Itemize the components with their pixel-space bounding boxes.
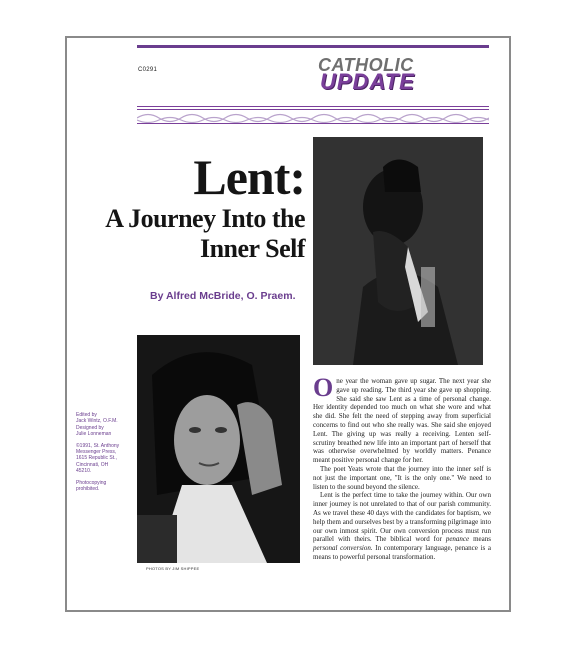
headline — [80, 150, 305, 264]
copyright-line-5: 45210. — [76, 468, 92, 475]
article-paragraph-2: The poet Yeats wrote that the journey into the inner self is not just the important one, "It is the only one." We need to listen to the sound beyond the silence. — [313, 464, 491, 491]
catholic-update-logo — [318, 56, 458, 100]
praying-man-photo — [313, 137, 483, 365]
headline-subtitle-line2: Inner Self — [199, 234, 305, 263]
photo-credit: PHOTOS BY JIM SHIPPEE — [146, 566, 200, 571]
logo-update-text: UPDATE — [320, 69, 415, 94]
copyright-line-4: Cincinnati, OH — [76, 461, 109, 468]
photocopy-line-2: prohibited. — [76, 486, 100, 493]
copyright-line-1: ©1991, St. Anthony — [76, 442, 120, 449]
photocopy-line-1: Photocopying — [76, 479, 107, 486]
top-rule — [137, 45, 489, 48]
editor-name: Jack Wintz, O.F.M. — [76, 418, 118, 425]
headline-title: Lent: — [193, 149, 305, 205]
ornament-band — [137, 105, 489, 125]
drop-cap: O — [313, 373, 334, 402]
article-paragraph-3: Lent is the perfect time to take the journey within. Our own inner journey is not unrelated to that of our parish community. As we travel these 40 days with the candidates for baptism, we help them and ourselves best by a transforming pilgrimage into our own inmost spirit. Our own conversion process must run parallel with theirs. The biblical word for penance means personal conversion. In contemporary language, penance is a means to powerful personal transformation. — [313, 491, 491, 561]
issue-code: C0291 — [138, 67, 158, 73]
ornament-pattern-icon — [137, 105, 489, 125]
edited-label: Edited by — [76, 412, 97, 418]
sidebar-credits — [76, 412, 136, 497]
logo-catholic-text: CATHOLIC — [318, 55, 414, 75]
designed-label: Designed by — [76, 424, 104, 431]
article-body — [313, 373, 491, 562]
designer-name: Julie Lonneman — [76, 431, 112, 438]
young-woman-photo — [137, 335, 300, 563]
copyright-line-2: Messenger Press, — [76, 449, 117, 456]
article-paragraph-1: One year the woman gave up sugar. The next year she gave up reading. The third year she gave up shopping. She said she saw Lent as a time of personal change. Her identity depended too much on what she wore and what she did. She felt the need of stepping away from superficial concerns to find out who she really was. She said she enjoyed Lent. The giving up was really a receiving. Lenten self-scrutiny breathed new life into an important part of herself that was otherwise overwhelmed by worldly matters. Penance meant positive personal change for her. — [313, 373, 491, 465]
copyright-line-3: 1615 Republic St., — [76, 455, 117, 462]
headline-subtitle-line1: A Journey Into the — [105, 204, 305, 233]
byline: By Alfred McBride, O. Praem. — [150, 290, 296, 302]
